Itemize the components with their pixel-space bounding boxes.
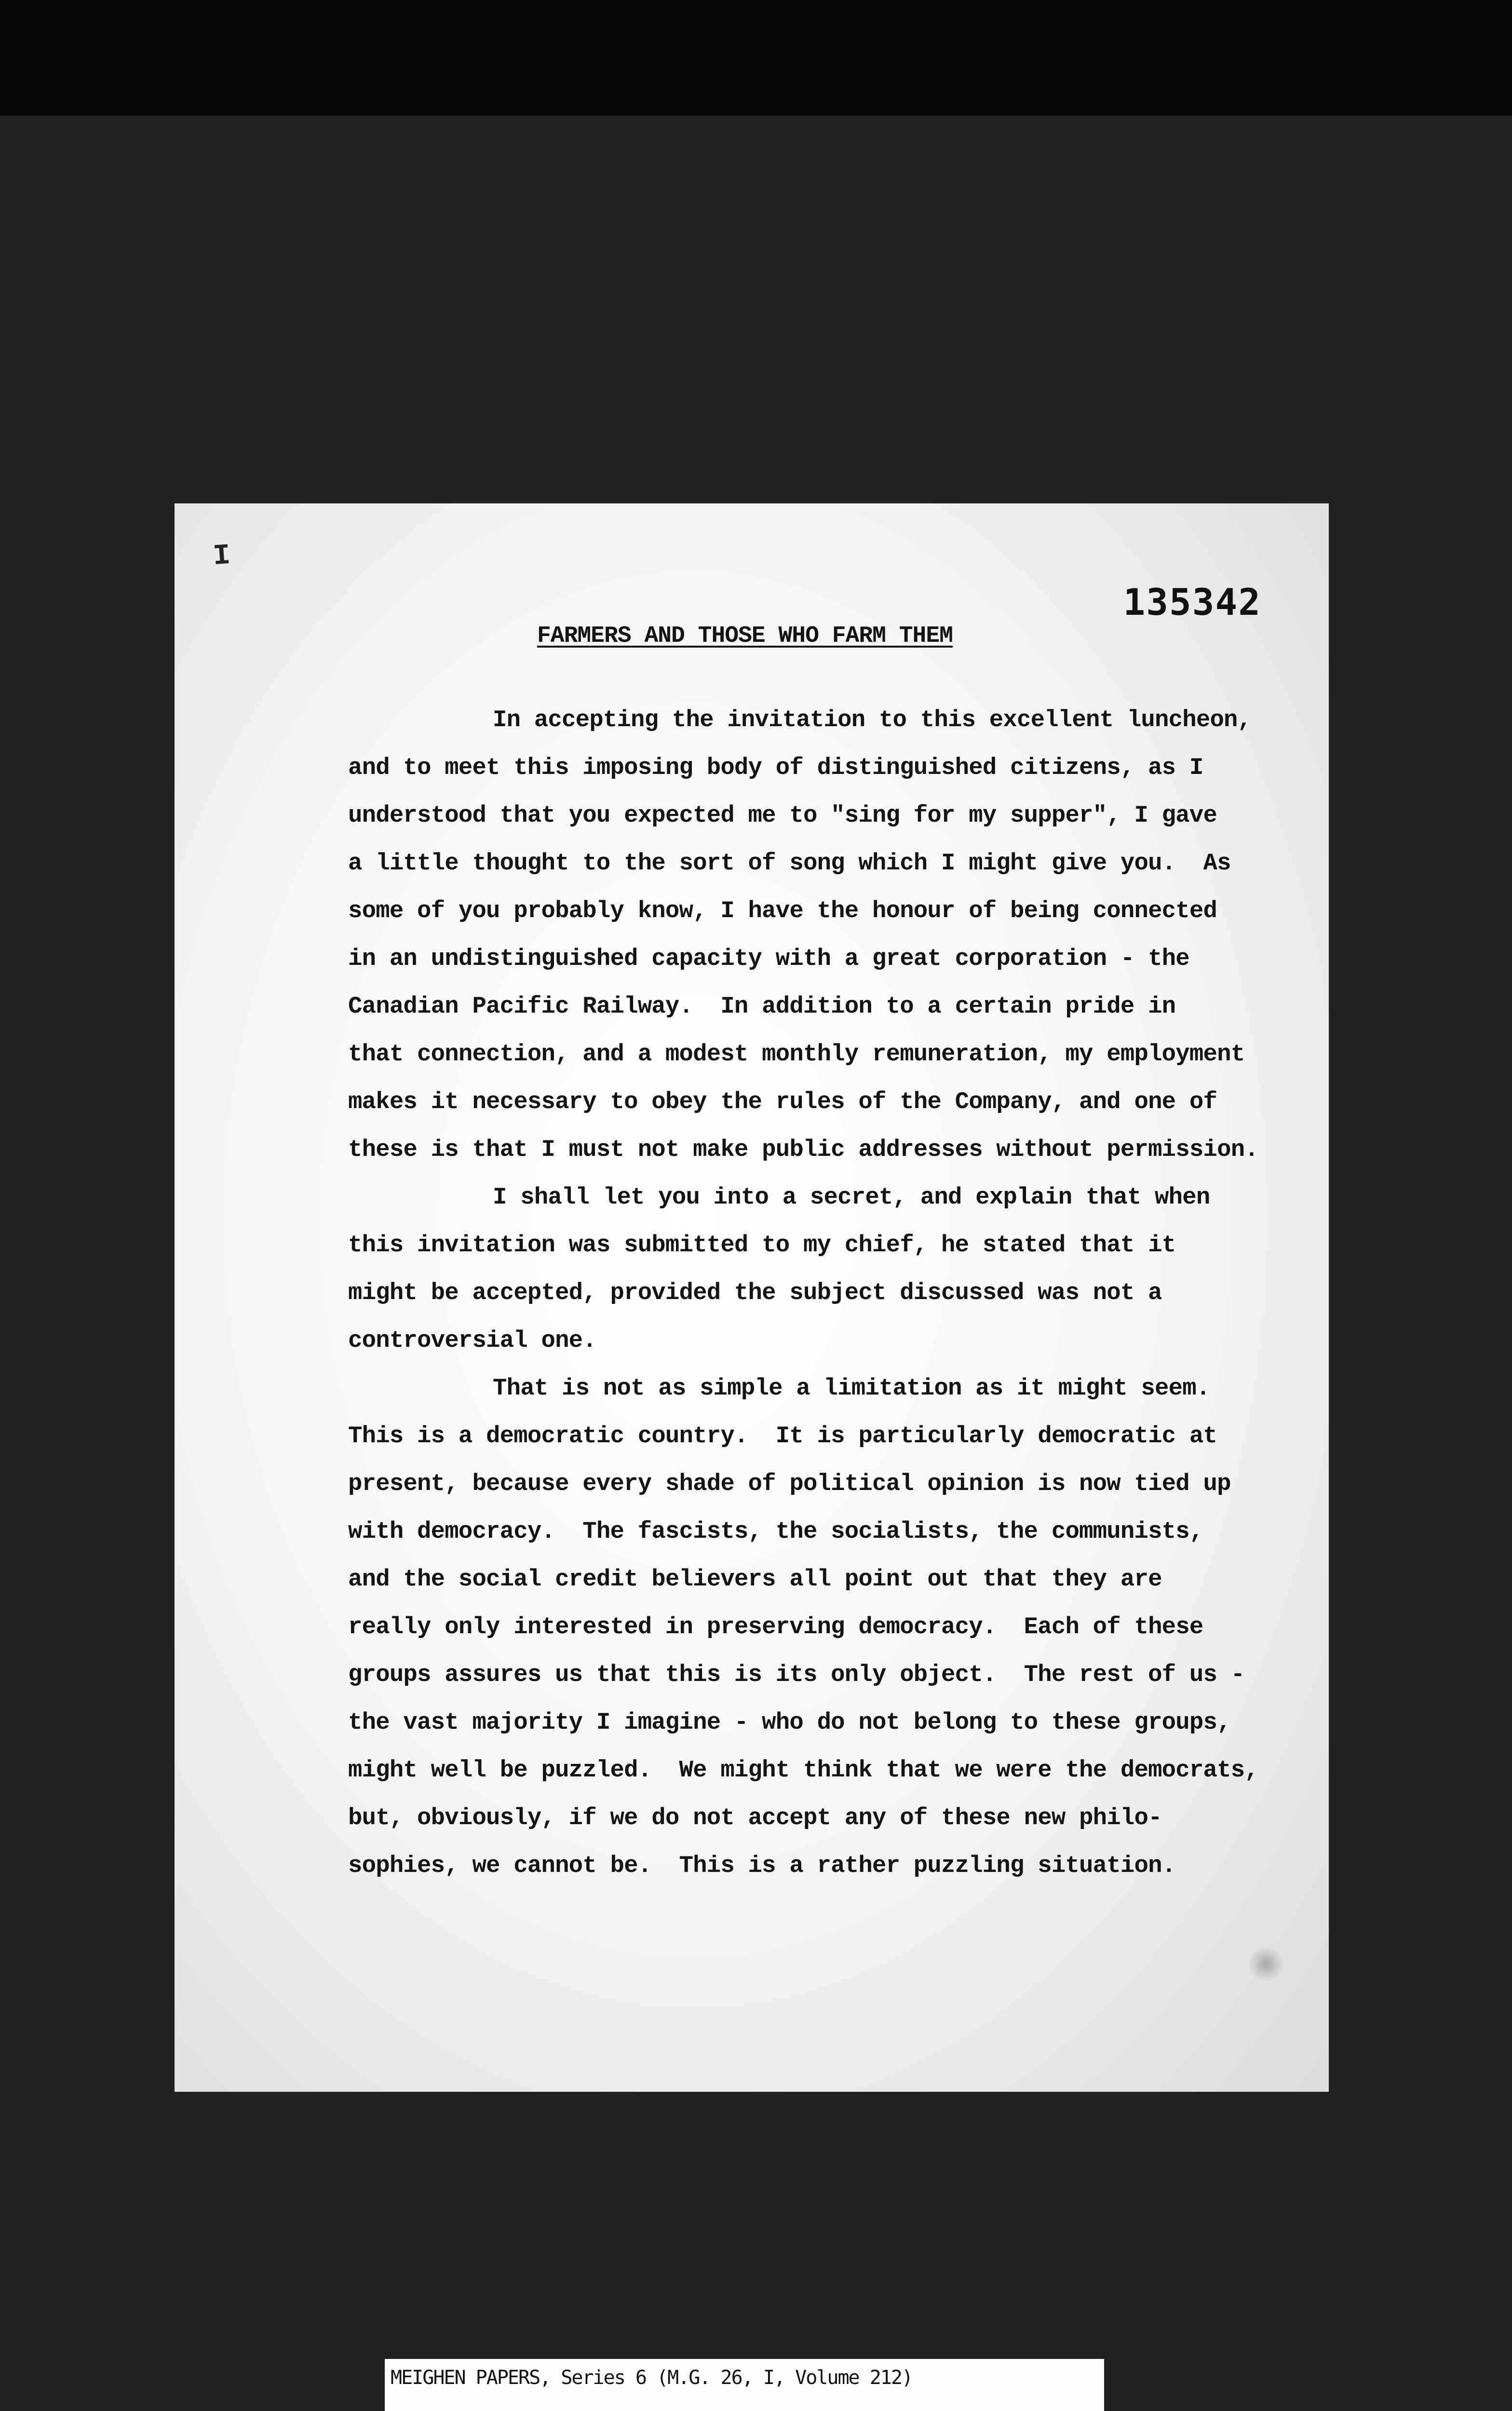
text-line: groups assures us that this is its only object. The rest of us - — [348, 1661, 1245, 1688]
text-line: present, because every shade of political opinion is now tied up — [348, 1470, 1231, 1497]
text-line: that connection, and a modest monthly remuneration, my employment — [348, 1041, 1245, 1068]
text-line: understood that you expected me to "sing for my supper", I gave — [348, 802, 1217, 829]
text-line: controversial one. — [348, 1327, 596, 1354]
text-line: a little thought to the sort of song which I might give you. As — [348, 850, 1231, 877]
paragraph — [348, 1365, 1308, 1890]
page-number: 135342 — [1123, 581, 1261, 623]
paragraph — [348, 1174, 1308, 1365]
text-line: That is not as simple a limitation as it might seem. — [493, 1375, 1210, 1402]
text-line: sophies, we cannot be. This is a rather puzzling situation. — [348, 1852, 1176, 1879]
document-body — [348, 696, 1308, 1890]
text-line: but, obviously, if we do not accept any of these new philo- — [348, 1804, 1162, 1831]
text-line: This is a democratic country. It is particularly democratic at — [348, 1422, 1217, 1449]
text-line: might well be puzzled. We might think that we were the democrats, — [348, 1757, 1258, 1784]
margin-mark: I — [212, 539, 232, 574]
text-line: In accepting the invitation to this excellent luncheon, — [493, 706, 1252, 733]
text-line: the vast majority I imagine - who do not belong to these groups, — [348, 1709, 1231, 1736]
text-line: really only interested in preserving democracy. Each of these — [348, 1613, 1203, 1640]
text-line: I shall let you into a secret, and explain that when — [493, 1184, 1210, 1211]
archive-reference-tag — [385, 2359, 1104, 2411]
text-line: these is that I must not make public addresses without permission. — [348, 1136, 1258, 1163]
text-line: makes it necessary to obey the rules of the Company, and one of — [348, 1088, 1217, 1115]
ink-smudge — [1247, 1947, 1285, 1981]
text-line: some of you probably know, I have the honour of being connected — [348, 897, 1217, 924]
text-line: this invitation was submitted to my chief, he stated that it — [348, 1232, 1176, 1259]
text-line: in an undistinguished capacity with a great corporation - the — [348, 945, 1189, 972]
film-top-border — [0, 0, 1512, 116]
archive-reference-text: MEIGHEN PAPERS, Series 6 (M.G. 26, I, Volume 212) — [391, 2367, 913, 2389]
document-title: FARMERS AND THOSE WHO FARM THEM — [537, 623, 953, 649]
text-line: with democracy. The fascists, the socialists, the communists, — [348, 1518, 1203, 1545]
text-line: might be accepted, provided the subject discussed was not a — [348, 1279, 1162, 1306]
text-line: and the social credit believers all point out that they are — [348, 1566, 1162, 1593]
paragraph — [348, 696, 1308, 1174]
document-page — [175, 503, 1329, 2092]
text-line: Canadian Pacific Railway. In addition to a certain pride in — [348, 993, 1176, 1020]
text-line: and to meet this imposing body of distinguished citizens, as I — [348, 754, 1203, 781]
